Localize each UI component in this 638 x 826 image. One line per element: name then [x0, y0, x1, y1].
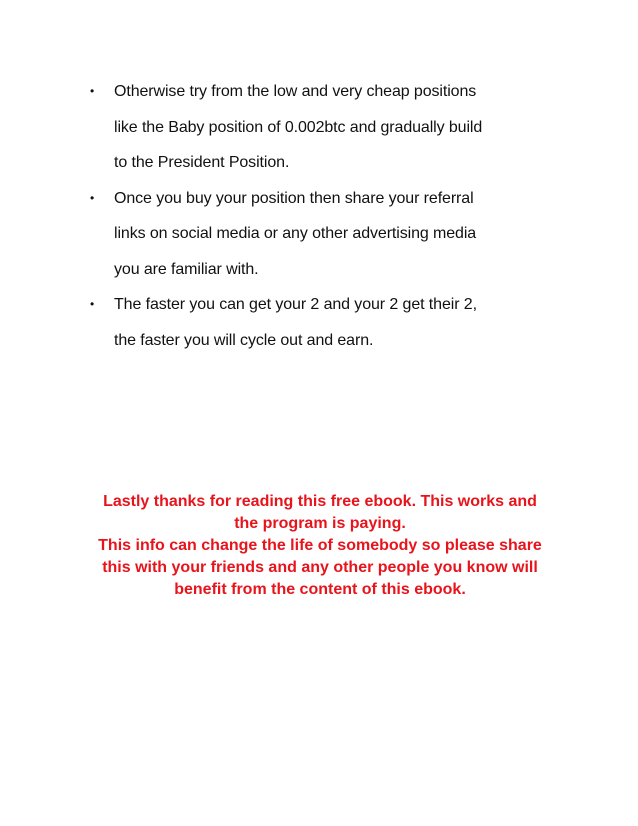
list-item: [88, 181, 558, 288]
bullet-list: [88, 74, 558, 358]
bullet-text-line: Otherwise try from the low and very cheap positions: [114, 83, 477, 100]
bullet-text-line: The faster you can get your 2 and your 2 get their 2,: [114, 296, 477, 313]
closing-text-line: This info can change the life of somebody so please share: [98, 537, 542, 554]
bullet-icon: •: [90, 190, 95, 205]
bullet-text-line: to the President Position.: [114, 154, 290, 171]
list-item: [88, 74, 558, 181]
closing-text-line: benefit from the content of this ebook.: [174, 581, 466, 598]
bullet-text-line: Once you buy your position then share your referral: [114, 189, 474, 207]
closing-text-line: the program is paying.: [234, 515, 406, 532]
bullet-text-line: like the Baby position of 0.002btc and gradually build: [114, 118, 483, 136]
closing-paragraph-thanks: [40, 491, 600, 535]
closing-text-line: this with your friends and any other people you know will: [102, 559, 538, 576]
closing-paragraph-share: [40, 535, 600, 601]
list-item: [88, 287, 558, 358]
closing-note: [40, 491, 600, 601]
bullet-text-line: the faster you will cycle out and earn.: [114, 331, 374, 349]
bullet-text-line: links on social media or any other advertising media: [114, 225, 477, 242]
bullet-icon: •: [90, 297, 95, 311]
closing-text-line: Lastly thanks for reading this free ebook. This works and: [103, 493, 537, 510]
bullet-text-line: you are familiar with.: [114, 260, 259, 278]
bullet-icon: •: [90, 84, 95, 98]
